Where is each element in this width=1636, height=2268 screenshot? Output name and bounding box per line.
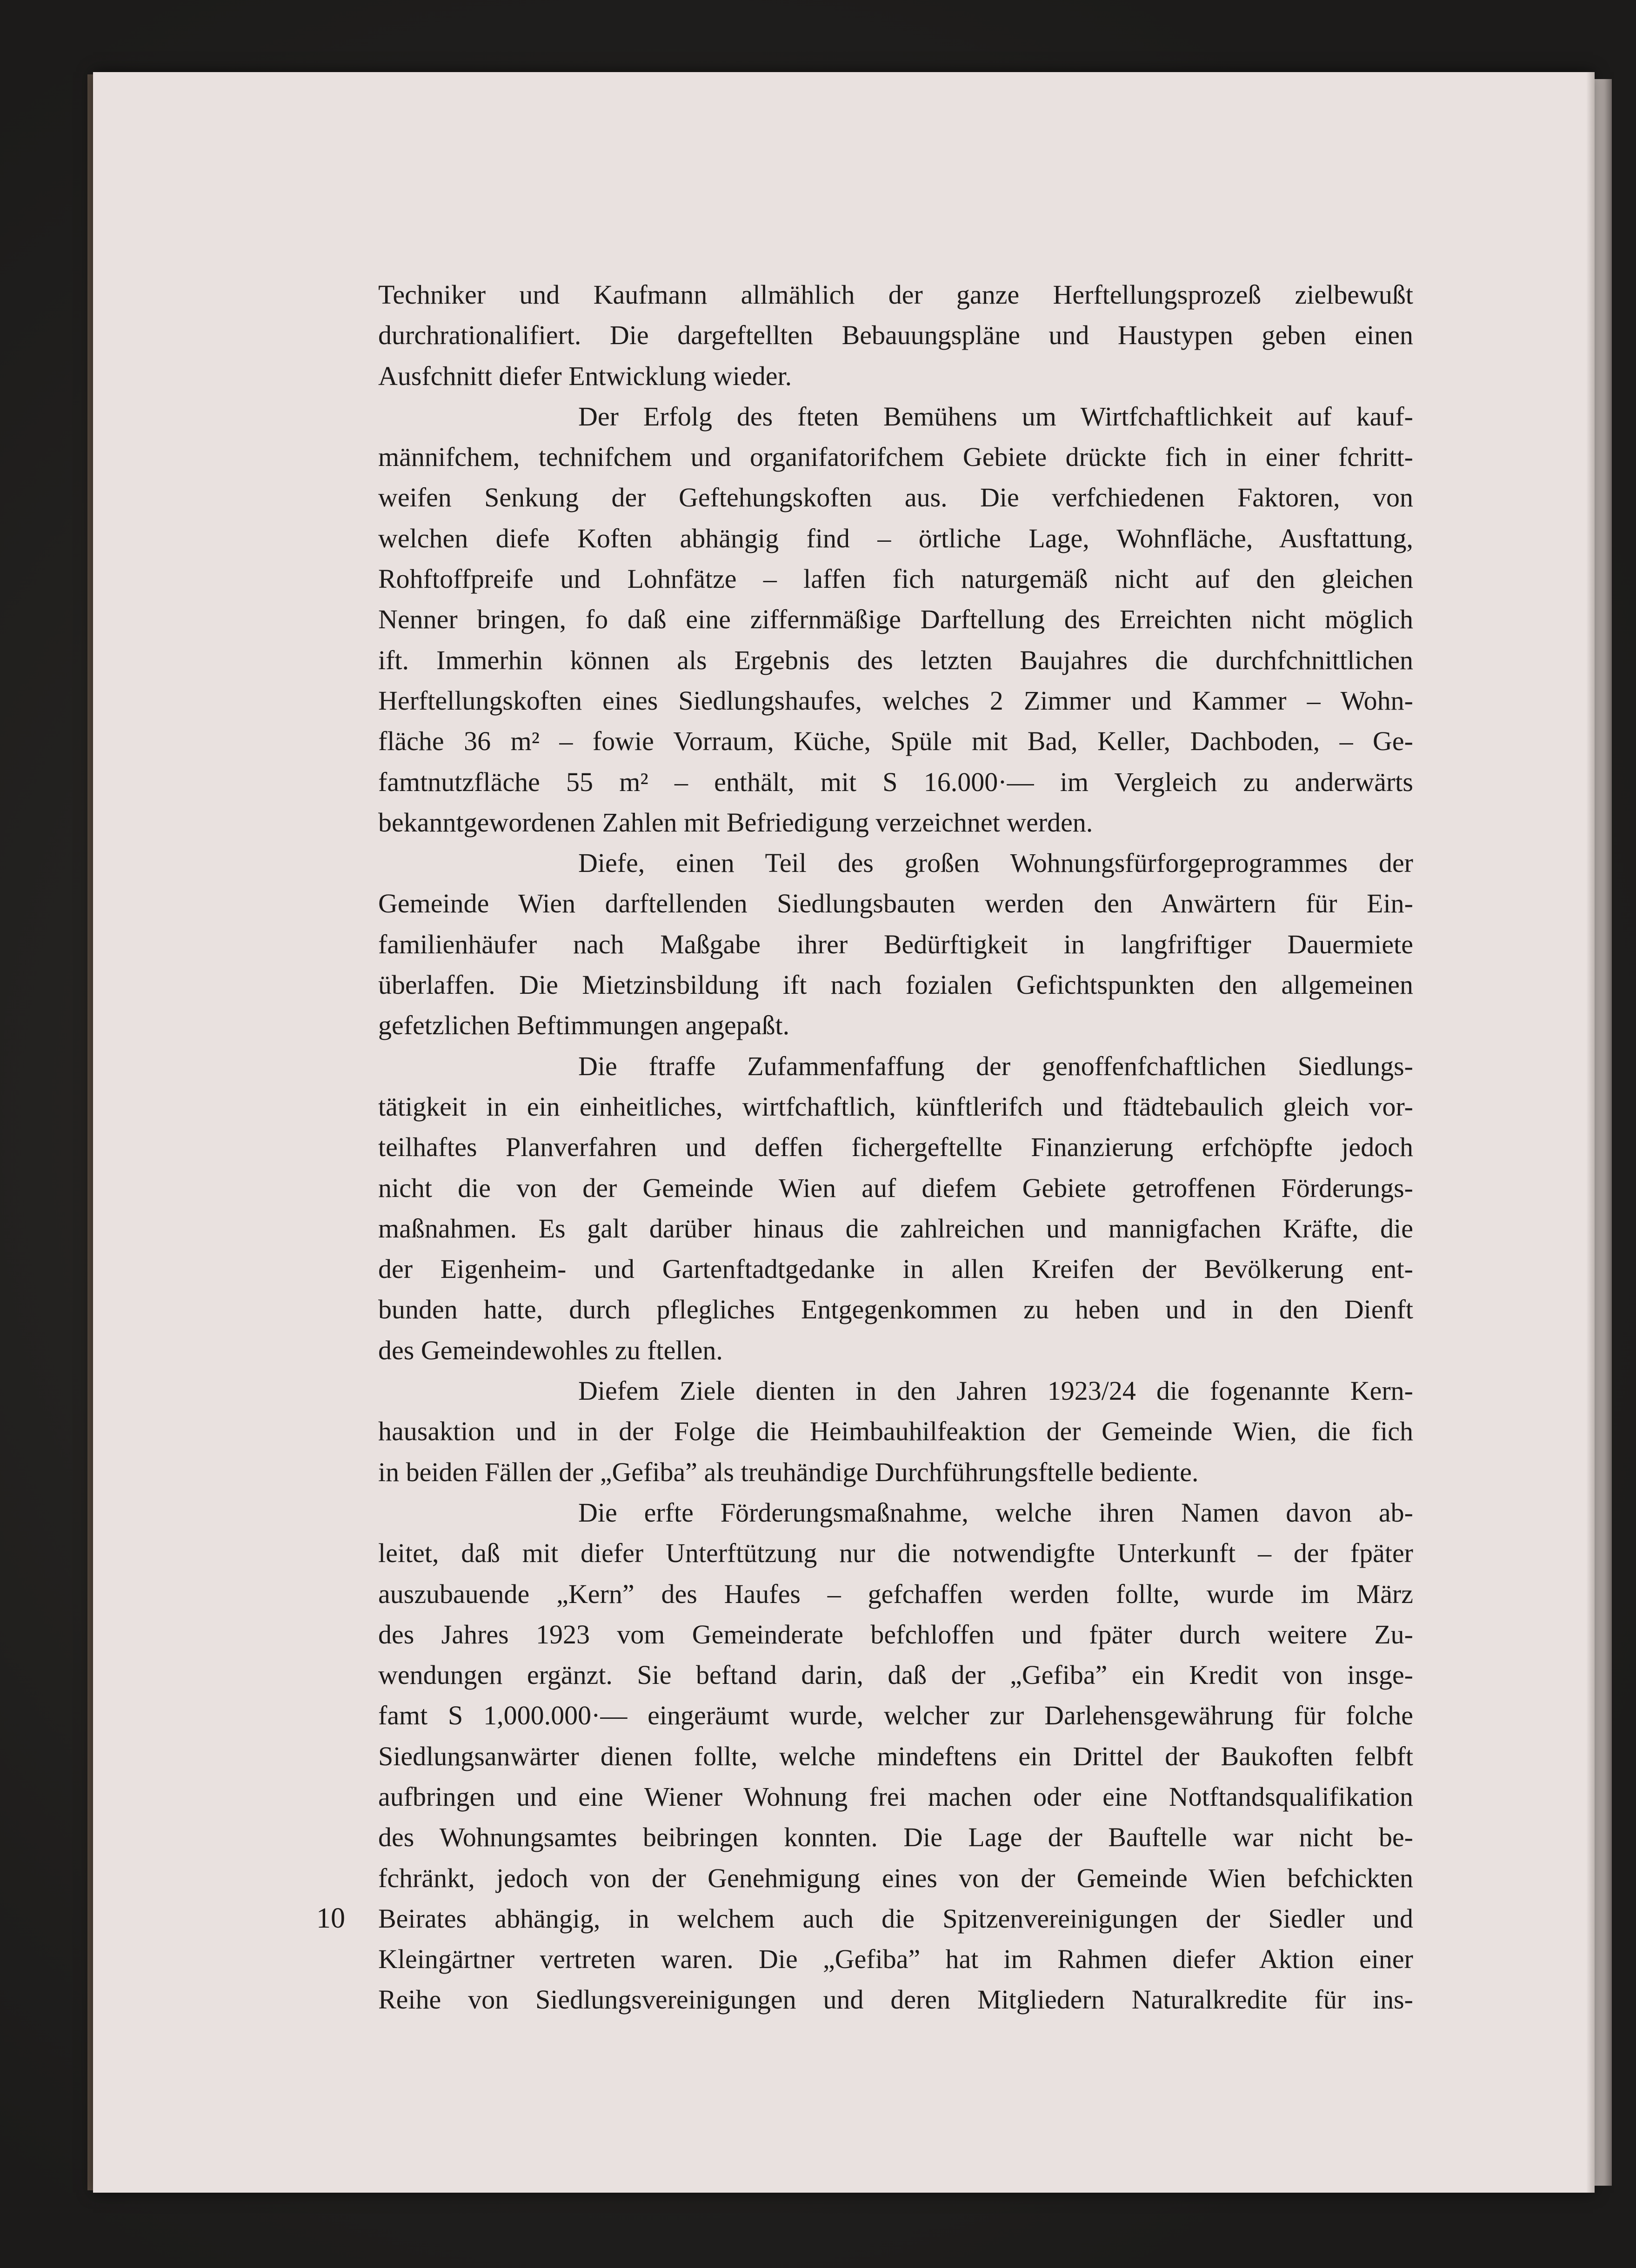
text-line: tätigkeit in ein einheitliches, wirtfchaftlich, künftlerifch und ftädtebaulich gleich vor- [378, 1091, 1413, 1122]
text-line: aufbringen und eine Wiener Wohnung frei machen oder eine Notftandsqualifikation [378, 1781, 1413, 1812]
text-line: der Eigenheim- und Gartenftadtgedanke in allen Kreifen der Bevölkerung ent- [378, 1254, 1413, 1284]
text-line: famt S 1,000.000·— eingeräumt wurde, welcher zur Darlehensgewährung für folche [378, 1700, 1413, 1731]
text-line: des Jahres 1923 vom Gemeinderate befchloffen und fpäter durch weitere Zu- [378, 1619, 1413, 1649]
text-line: Kleingärtner vertreten waren. Die „Gefiba” hat im Rahmen diefer Aktion einer [378, 1944, 1413, 1975]
text-line: leitet, daß mit diefer Unterftützung nur die notwendigfte Unterkunft – der fpäter [378, 1538, 1413, 1569]
text-line: fchränkt, jedoch von der Genehmigung eines von der Gemeinde Wien befchickten [378, 1862, 1413, 1893]
text-line: Siedlungsanwärter dienen follte, welche mindeftens ein Drittel der Baukoften felbft [378, 1741, 1413, 1771]
next-page-edge [1593, 79, 1612, 2186]
text-line: auszubauende „Kern” des Haufes – gefchaffen werden follte, wurde im März [378, 1578, 1413, 1609]
text-line: Der Erfolg des fteten Bemühens um Wirtfchaftlichkeit auf kauf- [578, 401, 1413, 432]
text-line: gefetzlichen Beftimmungen angepaßt. [378, 1010, 790, 1041]
text-line: überlaffen. Die Mietzinsbildung ift nach fozialen Gefichtspunkten den allgemeinen [378, 970, 1413, 1000]
text-line: durchrationalifiert. Die dargeftellten Bebauungspläne und Haustypen geben einen [378, 320, 1413, 351]
text-line: in beiden Fällen der „Gefiba” als treuhändige Durchführungsftelle bediente. [378, 1457, 1199, 1487]
text-line: fläche 36 m² – fowie Vorraum, Küche, Spüle mit Bad, Keller, Dachboden, – Ge- [378, 726, 1413, 757]
text-line: bekanntgewordenen Zahlen mit Befriedigung verzeichnet werden. [378, 807, 1093, 838]
text-line: Herftellungskoften eines Siedlungshaufes, welches 2 Zimmer und Kammer – Wohn- [378, 685, 1413, 716]
text-line: des Wohnungsamtes beibringen konnten. Die Lage der Bauftelle war nicht be- [378, 1822, 1413, 1853]
text-line: Techniker und Kaufmann allmählich der ganze Herftellungsprozeß zielbewußt [378, 279, 1413, 310]
text-line: männifchem, technifchem und organifatorifchem Gebiete drückte fich in einer fchritt- [378, 442, 1413, 472]
text-line: wendungen ergänzt. Sie beftand darin, daß der „Gefiba” ein Kredit von insge- [378, 1660, 1413, 1690]
text-line: des Gemeindewohles zu ftellen. [378, 1335, 723, 1365]
text-line: Diefe, einen Teil des großen Wohnungsfürforgeprogrammes der [578, 848, 1413, 878]
text-line: familienhäufer nach Maßgabe ihrer Bedürftigkeit in langfriftiger Dauermiete [378, 929, 1413, 959]
text-line: bunden hatte, durch pflegliches Entgegenkommen zu heben und in den Dienft [378, 1294, 1413, 1325]
text-line: welchen diefe Koften abhängig find – örtliche Lage, Wohnfläche, Ausftattung, [378, 523, 1413, 553]
text-line: maßnahmen. Es galt darüber hinaus die zahlreichen und mannigfachen Kräfte, die [378, 1213, 1413, 1244]
text-line: Nenner bringen, fo daß eine ziffernmäßige Darftellung des Erreichten nicht möglich [378, 604, 1413, 635]
text-line: Die ftraffe Zufammenfaffung der genoffenfchaftlichen Siedlungs- [578, 1051, 1413, 1081]
body-text [378, 274, 1413, 2020]
text-lines [378, 274, 1413, 2020]
text-line: teilhaftes Planverfahren und deffen fichergeftellte Finanzierung erfchöpfte jedoch [378, 1132, 1413, 1163]
text-line: nicht die von der Gemeinde Wien auf diefem Gebiete getroffenen Förderungs- [378, 1172, 1413, 1203]
text-line: Ausfchnitt diefer Entwicklung wieder. [378, 360, 792, 391]
text-line: Die erfte Förderungsmaßnahme, welche ihren Namen davon ab- [578, 1497, 1413, 1528]
text-line: Gemeinde Wien darftellenden Siedlungsbauten werden den Anwärtern für Ein- [378, 888, 1413, 919]
text-line: ift. Immerhin können als Ergebnis des letzten Baujahres die durchfchnittlichen [378, 645, 1413, 675]
text-line: Rohftoffpreife und Lohnfätze – laffen fich naturgemäß nicht auf den gleichen [378, 564, 1413, 594]
text-line: Diefem Ziele dienten in den Jahren 1923/24 die fogenannte Kern- [578, 1376, 1413, 1406]
page-gutter-shadow [1586, 72, 1595, 2193]
text-line: weifen Senkung der Geftehungskoften aus. Die verfchiedenen Faktoren, von [378, 482, 1413, 513]
text-line: Reihe von Siedlungsvereinigungen und deren Mitgliedern Naturalkredite für ins- [378, 1984, 1413, 2015]
text-line: Beirates abhängig, in welchem auch die Spitzenvereinigungen der Siedler und [378, 1903, 1413, 1934]
page-number: 10 [316, 1902, 345, 1934]
text-line: hausaktion und in der Folge die Heimbauhilfeaktion der Gemeinde Wien, die fich [378, 1416, 1413, 1447]
text-line: famtnutzfläche 55 m² – enthält, mit S 16.000·— im Vergleich zu anderwärts [378, 766, 1413, 797]
